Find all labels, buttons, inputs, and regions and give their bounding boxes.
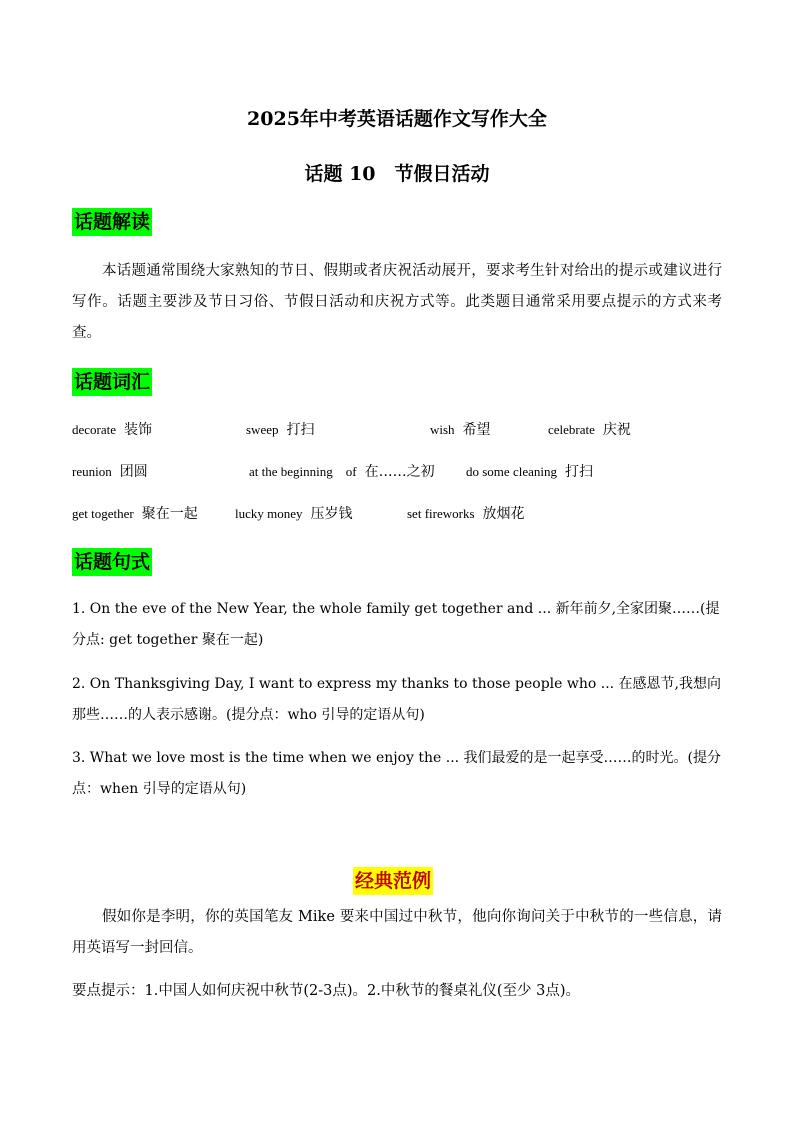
vocab-en: wish	[430, 422, 455, 437]
sentence-item: 2. On Thanksgiving Day, I want to express my thanks to those people who ... 在感恩节,我想向那些……的人表示感谢。(提分点：who 引导的定语从句)	[72, 676, 721, 723]
vocabulary-heading: 话题词汇	[72, 368, 152, 396]
vocab-item	[466, 462, 593, 482]
vocab-item	[235, 504, 353, 524]
vocab-en: get together	[72, 506, 134, 521]
vocab-zh: 放烟花	[482, 506, 525, 522]
vocab-en: celebrate	[548, 422, 595, 437]
vocab-item	[430, 420, 491, 440]
vocab-zh: 庆祝	[602, 422, 631, 438]
sentence-item: 3. What we love most is the time when we enjoy the ... 我们最爱的是一起享受……的时光。(提分点：when 引导的定语从句)	[72, 750, 722, 797]
vocab-en: set fireworks	[407, 506, 475, 521]
vocab-item	[72, 462, 148, 482]
vocab-item	[72, 420, 152, 440]
reading-paragraph: 本话题通常围绕大家熟知的节日、假期或者庆祝活动展开，要求考生针对给出的提示或建议进行写作。话题主要涉及节日习俗、节假日活动和庆祝方式等。此类题目通常采用要点提示的方式来考查。	[72, 263, 722, 341]
main-title: 2025年中考英语话题作文写作大全	[247, 108, 547, 130]
vocab-item	[407, 504, 525, 524]
vocab-item	[548, 420, 631, 440]
sentences-heading: 话题句式	[72, 548, 152, 576]
vocab-en: sweep	[246, 422, 279, 437]
vocab-zh: 在……之初	[364, 464, 435, 480]
vocab-en: do some cleaning	[466, 464, 557, 479]
vocab-zh: 团圆	[119, 464, 148, 480]
vocab-zh: 装饰	[124, 422, 153, 438]
reading-heading: 话题解读	[72, 208, 152, 236]
vocab-item	[246, 420, 315, 440]
vocab-zh: 压岁钱	[310, 506, 353, 522]
vocab-en: at the beginning of	[249, 464, 357, 479]
example-heading: 经典范例	[353, 867, 433, 895]
vocab-zh: 聚在一起	[141, 506, 198, 522]
vocab-en: lucky money	[235, 506, 303, 521]
vocab-item	[72, 504, 198, 524]
topic-title: 话题 10 节假日活动	[304, 163, 490, 185]
vocab-item	[249, 462, 435, 482]
vocab-en: reunion	[72, 464, 112, 479]
vocab-zh: 希望	[462, 422, 491, 438]
vocab-en: decorate	[72, 422, 117, 437]
vocab-zh: 打扫	[286, 422, 315, 438]
example-prompt: 假如你是李明，你的英国笔友 Mike 要来中国过中秋节，他向你询问关于中秋节的一些信息，请用英语写一封回信。	[72, 909, 722, 956]
sentence-item: 1. On the eve of the New Year, the whole family get together and ... 新年前夕,全家团聚……(提分点: get together 聚在一起)	[72, 601, 720, 648]
example-points: 要点提示：1.中国人如何庆祝中秋节(2-3点)。2.中秋节的餐桌礼仪(至少 3点)。	[72, 983, 580, 999]
vocab-zh: 打扫	[564, 464, 593, 480]
